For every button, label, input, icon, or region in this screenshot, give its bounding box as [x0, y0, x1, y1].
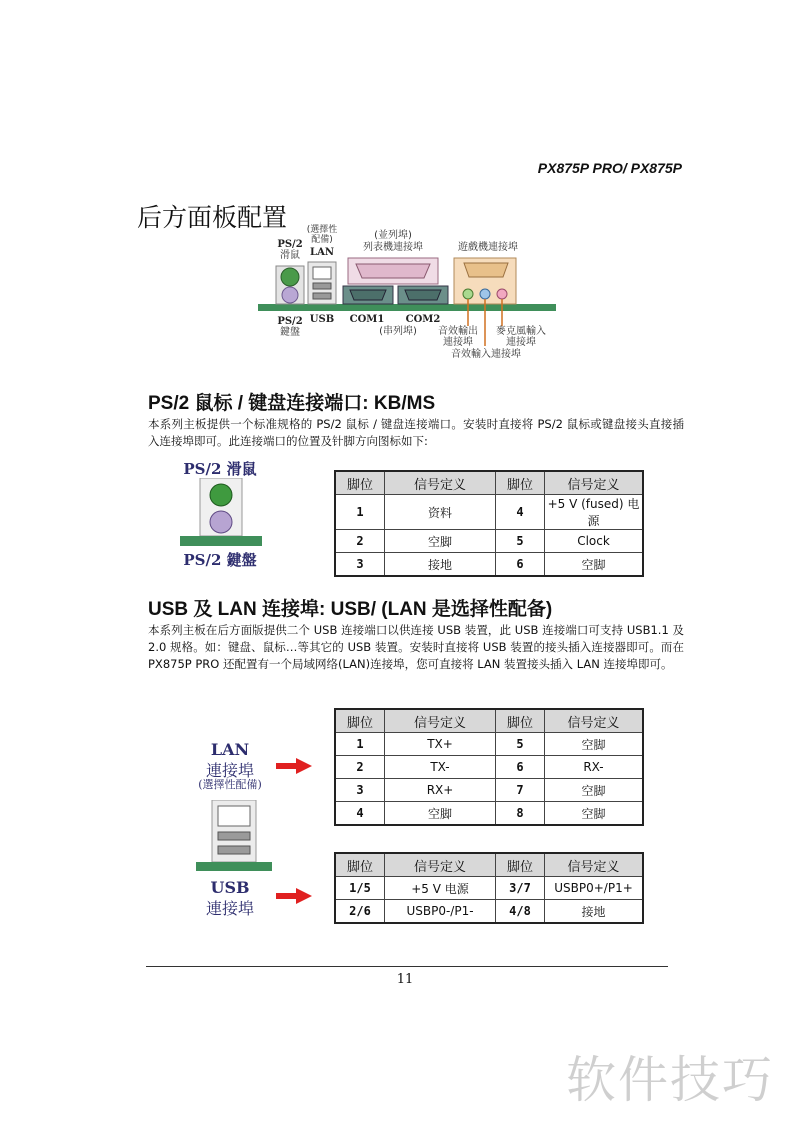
table-header: 脚位 — [335, 471, 385, 495]
model-header: PX875P PRO/ PX875P — [537, 160, 682, 176]
usb-jack-1 — [218, 832, 250, 840]
table-cell: 4 — [335, 802, 385, 826]
table-header: 信号定义 — [545, 471, 644, 495]
table-cell: 6 — [496, 756, 545, 779]
lan-note-2: 配備) — [311, 235, 333, 245]
table-header: 脚位 — [496, 709, 545, 733]
ps2-kb-label-top: PS/2 — [277, 316, 303, 327]
section-title: 后方面板配置 — [137, 203, 288, 232]
mic-in-jack — [497, 289, 507, 299]
audio-out-label-1: 音效輸出 — [438, 326, 478, 337]
table-row — [335, 495, 643, 530]
table-cell: 空脚 — [545, 553, 644, 577]
ps2-heading: PS/2 鼠标 / 键盘连接端口: KB/MS — [148, 393, 436, 414]
lan-caption-sub: 連接埠 — [205, 761, 254, 780]
usb-port-1 — [313, 283, 331, 289]
ps2-kb-label-bottom: 鍵盤 — [280, 327, 300, 338]
table-header: 信号定义 — [385, 709, 496, 733]
ps2-keyboard-port — [282, 287, 298, 303]
table-header: 信号定义 — [385, 853, 496, 877]
table-cell: 3 — [335, 779, 385, 802]
table-row — [335, 877, 643, 900]
table-header-row — [335, 853, 643, 877]
lan-label: LAN — [310, 247, 334, 258]
table-header: 脚位 — [496, 853, 545, 877]
usb-caption-sub: 連接埠 — [205, 899, 254, 918]
table-row — [335, 900, 643, 924]
table-cell: USBP0+/P1+ — [545, 877, 644, 900]
table-cell: 接地 — [545, 900, 644, 924]
table-cell: 空脚 — [385, 802, 496, 826]
table-row — [335, 756, 643, 779]
table-cell: 5 — [496, 530, 545, 553]
ps2-mouse-label-bottom: 滑鼠 — [280, 250, 300, 261]
table-cell: +5 V 电源 — [385, 877, 496, 900]
table-row — [335, 530, 643, 553]
ps2-paragraph: 本系列主板提供一个标准规格的 PS/2 鼠标 / 键盘连接端口。安装时直接将 PS/2 鼠标或键盘接头直接插入连接埠即可。此连接端口的位置及针脚方向图标如下: — [148, 417, 684, 448]
table-cell: RX+ — [385, 779, 496, 802]
audio-in-jack — [480, 289, 490, 299]
audio-out-jack — [463, 289, 473, 299]
lan-caption: LAN — [210, 740, 250, 759]
table-cell: 4 — [496, 495, 545, 530]
table-row — [335, 779, 643, 802]
table-cell: 3/7 — [496, 877, 545, 900]
lan-usb-connector-drawing — [196, 800, 272, 872]
lan-pin-table — [334, 708, 644, 826]
table-row — [335, 553, 643, 577]
ps2-mouse-jack — [210, 484, 232, 506]
ps2-mouse-label-top: PS/2 — [277, 239, 303, 250]
board-strip — [258, 304, 556, 311]
table-cell: +5 V (fused) 电源 — [545, 495, 644, 530]
usb-arrow-icon — [276, 888, 312, 904]
parallel-label: 列表機連接埠 — [363, 242, 423, 253]
table-cell: 8 — [496, 802, 545, 826]
table-cell: 空脚 — [545, 802, 644, 826]
lan-note-1: (選擇性 — [306, 225, 338, 235]
table-header: 信号定义 — [545, 853, 644, 877]
usb-caption: USB — [210, 878, 250, 897]
table-cell: 空脚 — [545, 733, 644, 756]
footer-divider — [146, 966, 668, 967]
ps2-keyboard-jack — [210, 511, 232, 533]
table-cell: 空脚 — [385, 530, 496, 553]
table-cell: 5 — [496, 733, 545, 756]
usb-lan-paragraph: 本系列主板在后方面版提供二个 USB 连接端口以供连接 USB 装置，此 USB 连接端口可支持 USB1.1 及 2.0 规格。如：键盘、鼠标…等其它的 USB 装置。安装时直接将 USB 装置的接头插入连接器即可。而在 PX875P PRO 还配置有一个局域网络(LAN)连接埠，您可直接将 LAN 装置接头插入 LAN 连接埠即可。 — [148, 623, 684, 671]
watermark: 软件技巧 — [566, 1051, 774, 1109]
com2-label: COM2 — [405, 314, 441, 325]
ps2-connector-drawing — [180, 478, 262, 550]
usb-label: USB — [309, 314, 335, 325]
ps2-board — [180, 536, 262, 546]
table-header: 信号定义 — [385, 471, 496, 495]
table-header: 信号定义 — [545, 709, 644, 733]
table-cell: 接地 — [385, 553, 496, 577]
table-header-row — [335, 709, 643, 733]
rear-panel-diagram — [258, 222, 558, 364]
lan-optional-note: (選擇性配備) — [198, 778, 262, 791]
lan-usb-board — [196, 862, 272, 871]
lan-jack — [218, 806, 250, 826]
table-cell: Clock — [545, 530, 644, 553]
com1-port — [350, 290, 386, 300]
com2-port — [405, 290, 441, 300]
parallel-port — [356, 264, 430, 278]
usb-port-2 — [313, 293, 331, 299]
audio-in-label: 音效輸入連接埠 — [451, 349, 521, 360]
table-header: 脚位 — [335, 709, 385, 733]
table-header-row — [335, 471, 643, 495]
table-cell: 2/6 — [335, 900, 385, 924]
table-cell: 7 — [496, 779, 545, 802]
game-port — [464, 263, 508, 277]
mic-in-label-1: 麥克風輸入 — [496, 326, 546, 337]
table-cell: USBP0-/P1- — [385, 900, 496, 924]
table-cell: 1 — [335, 495, 385, 530]
game-port-label: 遊戲機連接埠 — [458, 242, 518, 253]
ps2-keyboard-caption: PS/2 鍵盤 — [183, 551, 257, 569]
lan-port — [313, 267, 331, 279]
ps2-pin-table — [334, 470, 644, 577]
table-row — [335, 802, 643, 826]
table-header: 脚位 — [496, 471, 545, 495]
table-cell: 6 — [496, 553, 545, 577]
table-cell: TX- — [385, 756, 496, 779]
table-row — [335, 733, 643, 756]
page-number: 11 — [396, 972, 414, 987]
usb-pin-table — [334, 852, 644, 924]
mic-in-label-2: 連接埠 — [506, 337, 536, 348]
lan-arrow-icon — [276, 758, 312, 774]
table-cell: TX+ — [385, 733, 496, 756]
table-cell: 资料 — [385, 495, 496, 530]
table-cell: 1 — [335, 733, 385, 756]
table-cell: 空脚 — [545, 779, 644, 802]
table-cell: 4/8 — [496, 900, 545, 924]
ps2-mouse-caption: PS/2 滑鼠 — [183, 460, 257, 478]
table-cell: 2 — [335, 756, 385, 779]
com1-label: COM1 — [349, 314, 385, 325]
serial-note: (串列埠) — [379, 326, 417, 337]
table-cell: 2 — [335, 530, 385, 553]
table-cell: RX- — [545, 756, 644, 779]
usb-jack-2 — [218, 846, 250, 854]
ps2-mouse-port — [281, 268, 299, 286]
audio-out-label-2: 連接埠 — [443, 337, 473, 348]
table-cell: 3 — [335, 553, 385, 577]
parallel-note: (並列埠) — [374, 230, 412, 241]
table-cell: 1/5 — [335, 877, 385, 900]
table-header: 脚位 — [335, 853, 385, 877]
usb-lan-heading: USB 及 LAN 连接埠: USB/ (LAN 是选择性配备) — [148, 599, 553, 620]
